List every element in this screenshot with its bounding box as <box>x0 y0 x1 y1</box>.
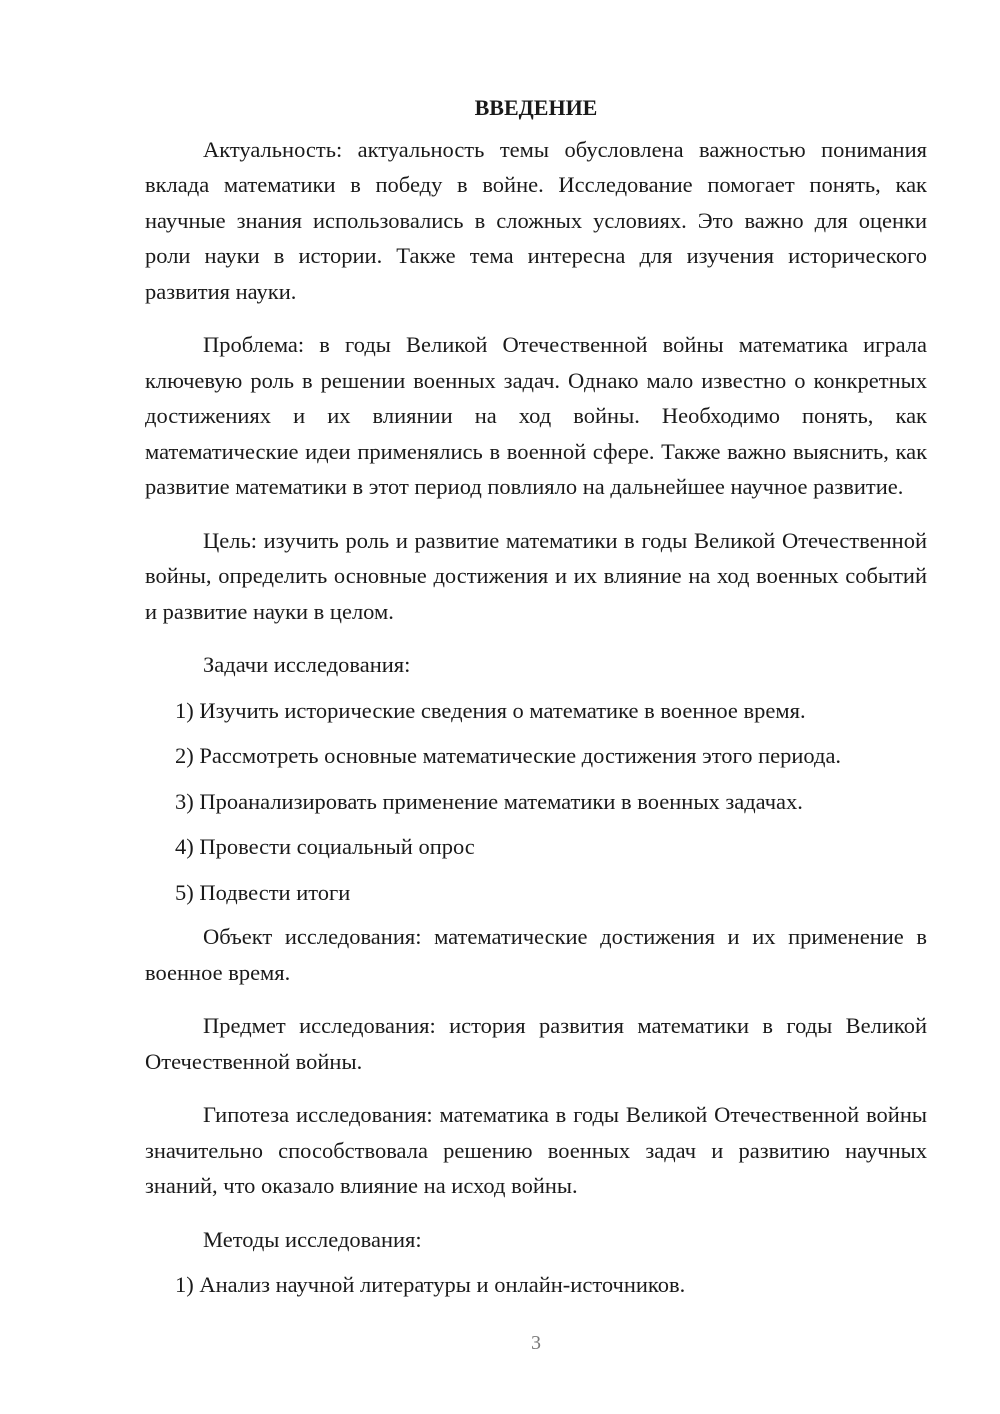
document-page <box>145 90 927 1313</box>
subject-paragraph: Предмет исследования: история развития математики в годы Великой Отечественной войны. <box>145 1013 927 1074</box>
goal-paragraph: Цель: изучить роль и развитие математики в годы Великой Отечественной войны, определить основные достижения и их влияние на ход военных событий и развитие науки в целом. <box>145 527 927 624</box>
list-item: 2) Рассмотреть основные математические достижения этого периода. <box>175 743 842 768</box>
list-item: 3) Проанализировать применение математики в военных задачах. <box>175 788 803 814</box>
tasks-list <box>145 693 927 911</box>
list-item: 4) Провести социальный опрос <box>175 834 475 859</box>
methods-heading: Методы исследования: <box>203 1226 422 1252</box>
hypothesis-paragraph: Гипотеза исследования: математика в годы Великой Отечественной войны значительно способствовала решению военных задач и развитию научных знаний, что оказало влияние на исход войны. <box>145 1102 927 1198</box>
object-paragraph: Объект исследования: математические достижения и их применение в военное время. <box>145 924 927 985</box>
list-item: 5) Подвести итоги <box>175 879 351 905</box>
methods-list <box>145 1267 927 1303</box>
page-number: 3 <box>531 1332 541 1354</box>
tasks-heading: Задачи исследования: <box>203 652 411 677</box>
relevance-paragraph: Актуальность: актуальность темы обусловлена важностью понимания вклада математики в победу в войне. Исследование помогает понять, как научные знания использовались в сложных условиях. Это важно для оценки роли науки в истории. Также тема интересна для изучения исторического развития науки. <box>145 136 927 304</box>
problem-paragraph: Проблема: в годы Великой Отечественной войны математика играла ключевую роль в решении военных задач. Однако мало известно о конкретных достижениях и их влиянии на ход войны. Необходимо понять, как математические идеи применялись в военной сфере. Также важно выяснить, как развитие математики в этот период повлияло на дальнейшее научное развитие. <box>145 332 927 499</box>
list-item: 1) Изучить исторические сведения о математике в военное время. <box>175 697 806 723</box>
list-item: 1) Анализ научной литературы и онлайн-источников. <box>175 1272 686 1297</box>
page-title: ВВЕДЕНИЕ <box>474 95 598 120</box>
